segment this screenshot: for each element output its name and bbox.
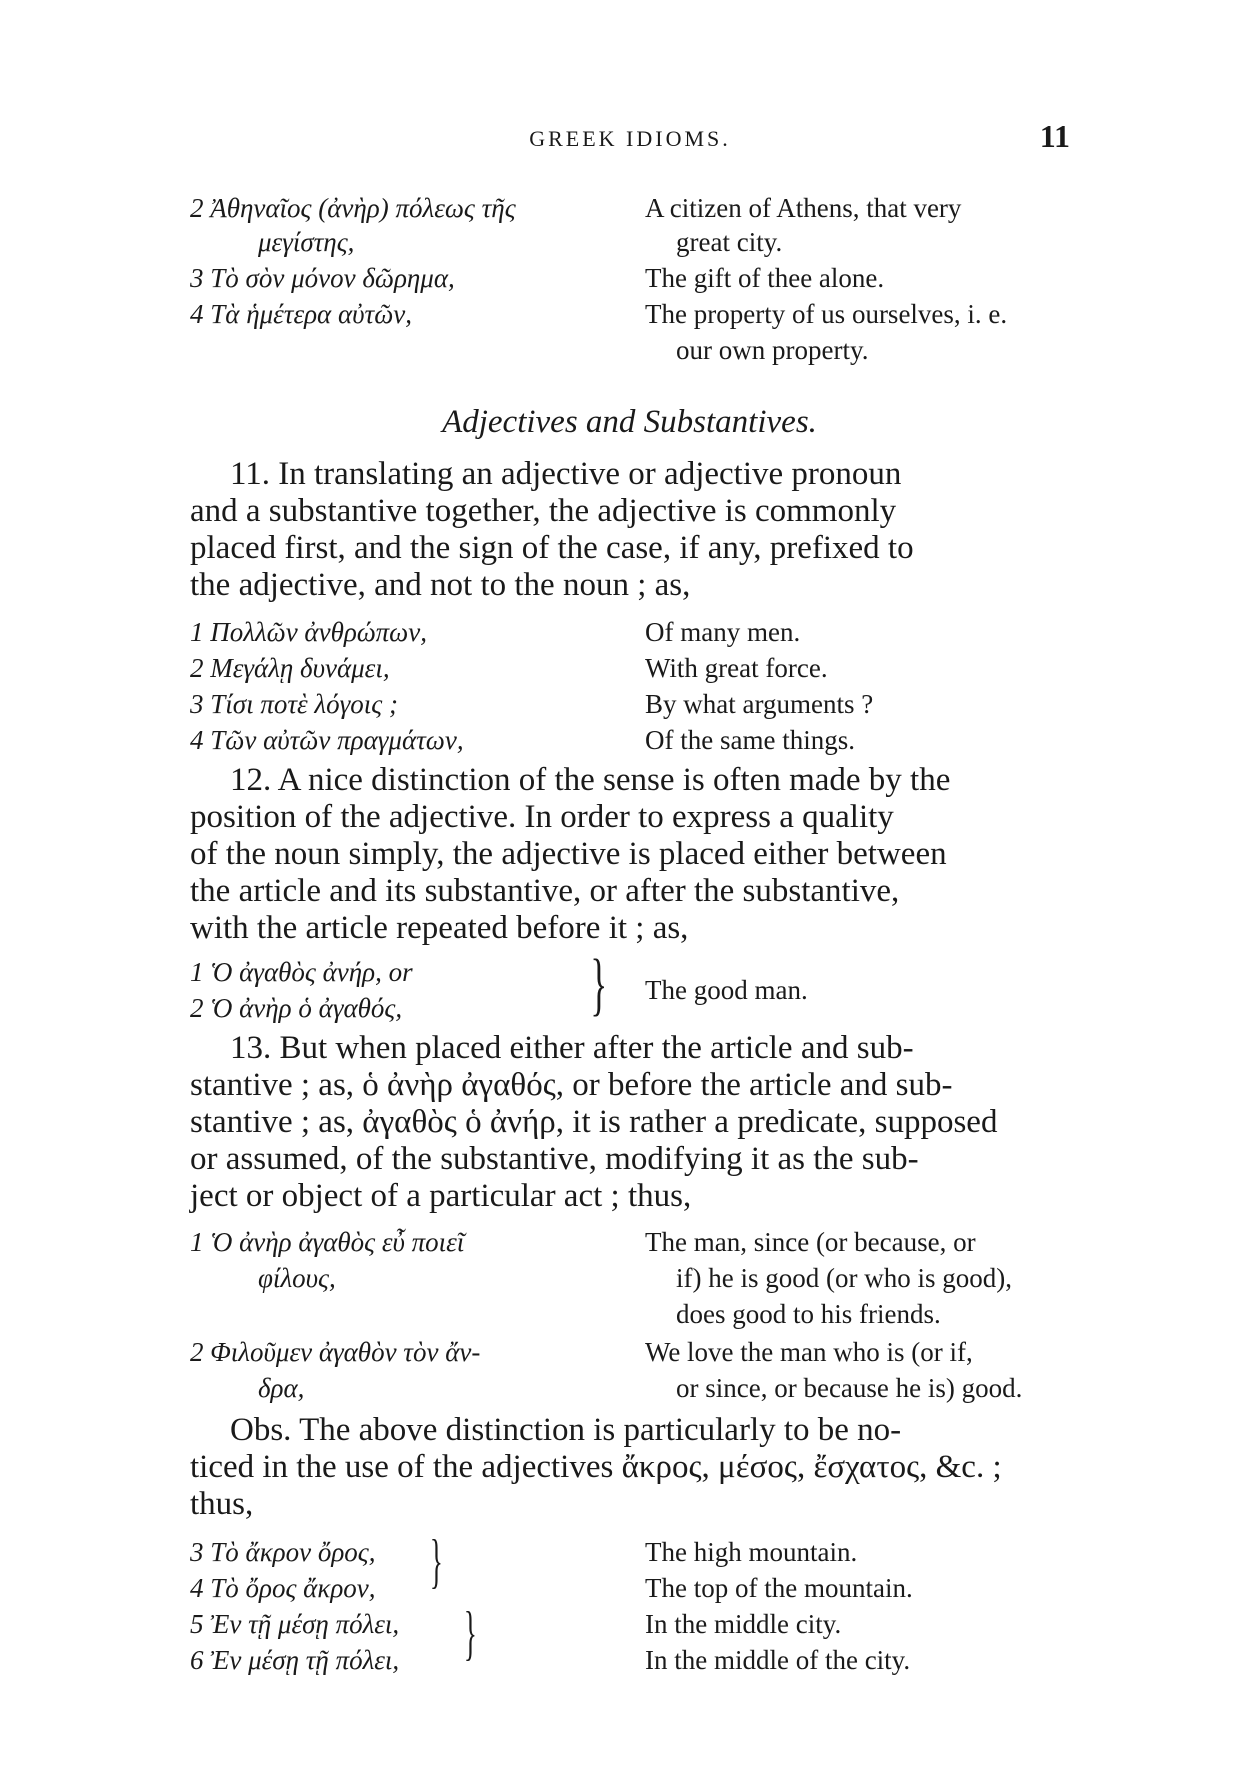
paragraph-line: placed first, and the sign of the case, if any, prefixed to	[190, 530, 914, 566]
paragraph-line: Obs. The above distinction is particularly to be no-	[230, 1412, 902, 1448]
english-translation: does good to his friends.	[676, 1299, 941, 1329]
greek-example: 6 Ἐν μέσῃ τῇ πόλει,	[190, 1645, 400, 1675]
greek-example: 1 Ὁ ἀγαθὸς ἀνήρ, or	[190, 957, 413, 987]
english-translation: The top of the mountain.	[645, 1573, 913, 1603]
page-number: 11	[1039, 118, 1070, 154]
paragraph-line: thus,	[190, 1486, 254, 1522]
brace-icon: }	[463, 1600, 477, 1666]
greek-example: 2 Ἀθηναῖος (ἀνὴρ) πόλεως τῆς	[190, 193, 516, 223]
greek-example: 1 Ὁ ἀνὴρ ἀγαθὸς εὖ ποιεῖ	[190, 1227, 465, 1257]
greek-example: 1 Πολλῶν ἀνθρώπων,	[190, 617, 427, 647]
english-translation: In the middle of the city.	[645, 1645, 911, 1675]
brace-icon: }	[429, 1528, 443, 1594]
paragraph-line: 13. But when placed either after the article and sub-	[230, 1030, 914, 1066]
english-translation: With great force.	[645, 653, 828, 683]
english-translation: We love the man who is (or if,	[645, 1337, 973, 1367]
paragraph-line: or assumed, of the substantive, modifying it as the sub-	[190, 1141, 919, 1177]
english-translation: The high mountain.	[645, 1537, 858, 1567]
paragraph-line: ject or object of a particular act ; thus,	[190, 1178, 692, 1214]
greek-example: 2 Ὁ ἀνὴρ ὁ ἀγαθός,	[190, 993, 403, 1023]
english-translation: The man, since (or because, or	[645, 1227, 976, 1257]
english-translation: Of the same things.	[645, 725, 855, 755]
greek-example: 3 Τὸ σὸν μόνον δῶρημα,	[190, 263, 455, 293]
greek-example: 5 Ἐν τῇ μέσῃ πόλει,	[190, 1609, 400, 1639]
english-translation: In the middle city.	[645, 1609, 842, 1639]
english-translation: The property of us ourselves, i. e.	[645, 299, 1008, 329]
brace-icon: }	[590, 946, 608, 1023]
greek-example: 4 Τὰ ἡμέτερα αὐτῶν,	[190, 299, 412, 329]
english-translation: The good man.	[645, 975, 808, 1005]
paragraph-line: ticed in the use of the adjectives ἄκρος, μέσος, ἔσχατος, &c. ;	[190, 1449, 1002, 1485]
greek-example: 2 Μεγάλῃ δυνάμει,	[190, 653, 390, 683]
paragraph-line: of the noun simply, the adjective is placed either between	[190, 836, 947, 872]
greek-example: 2 Φιλοῦμεν ἀγαθὸν τὸν ἄν-	[190, 1337, 481, 1367]
greek-example: 4 Τῶν αὐτῶν πραγμάτων,	[190, 725, 464, 755]
english-translation: A citizen of Athens, that very	[645, 193, 962, 223]
paragraph-line: the article and its substantive, or after the substantive,	[190, 873, 900, 909]
section-heading: Adjectives and Substantives.	[442, 404, 817, 440]
greek-example: 3 Τίσι ποτὲ λόγοις ;	[190, 689, 398, 719]
english-translation: or since, or because he is) good.	[676, 1373, 1023, 1403]
paragraph-line: the adjective, and not to the noun ; as,	[190, 567, 691, 603]
greek-example: φίλους,	[258, 1263, 336, 1293]
english-translation: our own property.	[676, 335, 869, 365]
running-title: GREEK IDIOMS.	[529, 126, 731, 151]
paragraph-line: with the article repeated before it ; as,	[190, 910, 689, 946]
paragraph-line: stantive ; as, ἀγαθὸς ὁ ἀνήρ, it is rather a predicate, supposed	[190, 1104, 998, 1140]
english-translation: great city.	[676, 227, 783, 257]
paragraph-line: and a substantive together, the adjective is commonly	[190, 493, 897, 529]
greek-example: 4 Τὸ ὄρος ἄκρον,	[190, 1573, 376, 1603]
paragraph-line: 12. A nice distinction of the sense is often made by the	[230, 762, 951, 798]
page-header	[190, 118, 1070, 158]
english-translation: Of many men.	[645, 617, 801, 647]
paragraph-line: stantive ; as, ὁ ἀνὴρ ἀγαθός, or before the article and sub-	[190, 1067, 953, 1103]
paragraph-line: position of the adjective. In order to express a quality	[190, 799, 894, 835]
english-translation: By what arguments ?	[645, 689, 874, 719]
paragraph-line: 11. In translating an adjective or adjective pronoun	[230, 456, 902, 492]
english-translation: The gift of thee alone.	[645, 263, 885, 293]
greek-example: μεγίστης,	[258, 227, 355, 257]
greek-example: δρα,	[258, 1373, 305, 1403]
greek-example: 3 Τὸ ἄκρον ὄρος,	[190, 1537, 376, 1567]
english-translation: if) he is good (or who is good),	[676, 1263, 1012, 1293]
